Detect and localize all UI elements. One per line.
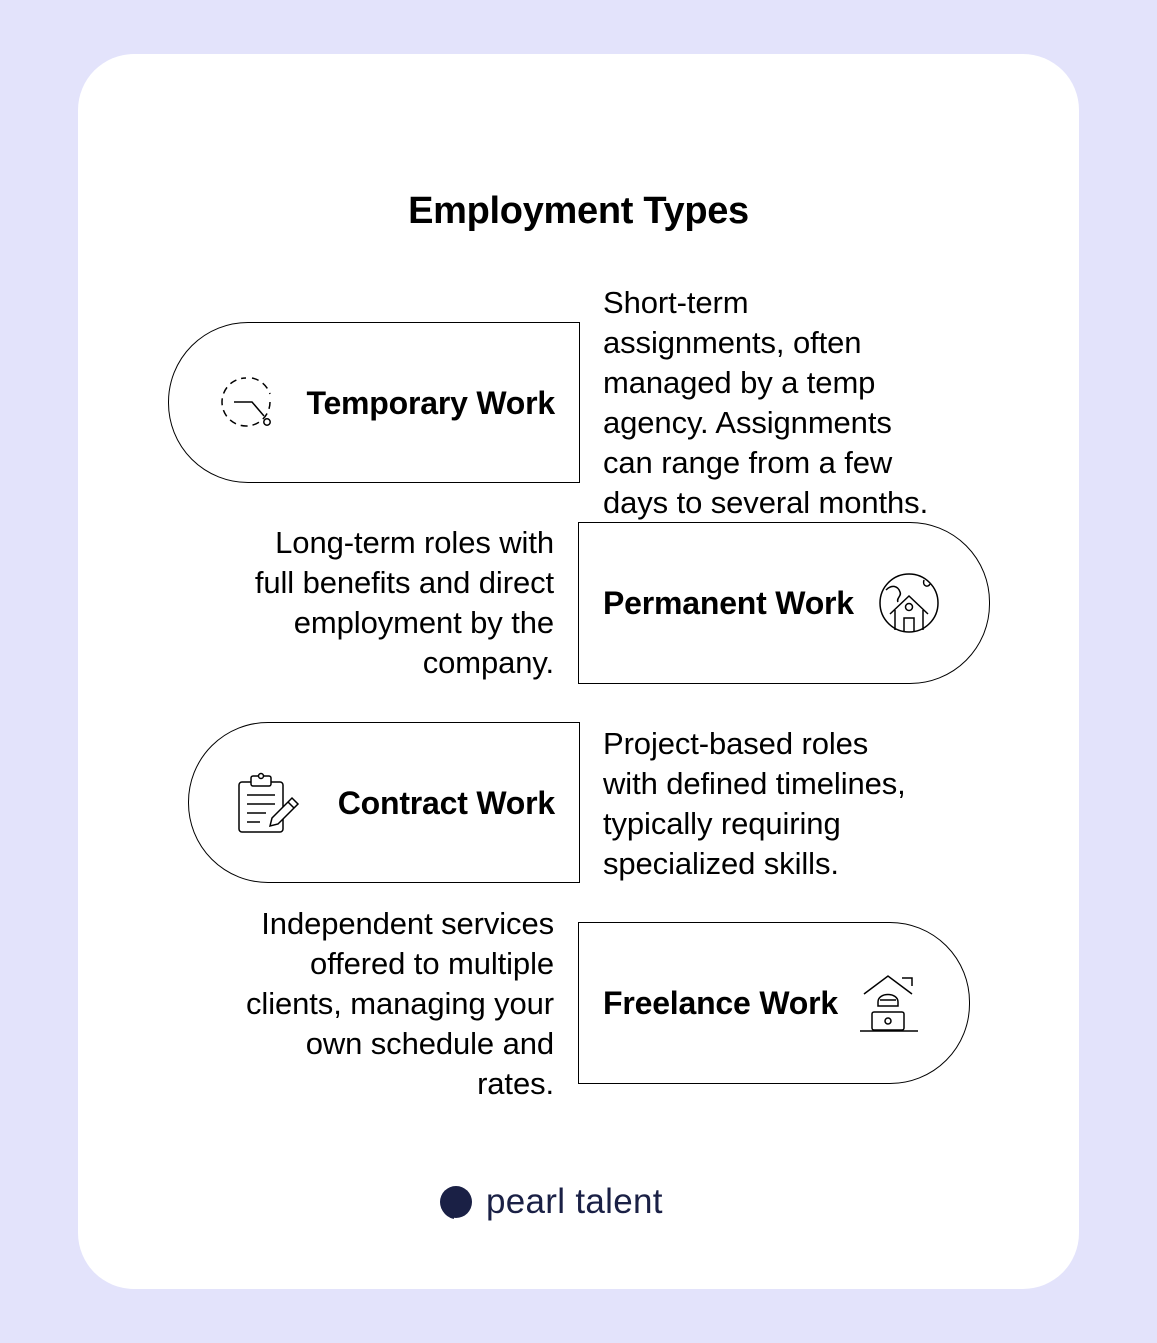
pill-label: Contract Work	[337, 784, 555, 821]
description-line: offered to multiple	[310, 946, 554, 981]
stopwatch-icon	[216, 372, 280, 434]
pearl-logo-icon	[438, 1184, 474, 1220]
description-permanent-work	[170, 523, 554, 683]
description-line: agency. Assignments	[603, 405, 892, 440]
pill-label: Permanent Work	[603, 585, 854, 621]
remote-worker-icon	[858, 972, 922, 1034]
description-line: Short-term	[603, 285, 749, 320]
description-line: Independent services	[261, 906, 554, 941]
description-line: Project-based roles	[603, 726, 869, 761]
description-line: employment by the	[293, 605, 554, 640]
globe-house-icon	[878, 572, 942, 634]
description-line: days to several months.	[603, 485, 929, 520]
pill-label: Temporary Work	[306, 384, 555, 421]
clipboard-pen-icon	[236, 772, 300, 834]
description-line: own schedule and	[305, 1026, 554, 1061]
description-line: assignments, often	[603, 325, 862, 360]
description-line: can range from a few	[603, 445, 893, 480]
pill-label: Freelance Work	[603, 985, 838, 1021]
brand-logo	[438, 1180, 663, 1224]
description-line: rates.	[477, 1066, 554, 1101]
description-line: company.	[422, 645, 554, 680]
description-line: specialized skills.	[603, 846, 839, 881]
description-line: Long-term roles with	[275, 525, 554, 560]
description-line: typically requiring	[603, 806, 841, 841]
description-line: full benefits and direct	[254, 565, 554, 600]
description-line: managed by a temp	[603, 365, 876, 400]
description-temporary-work	[603, 283, 983, 523]
description-line: with defined timelines,	[603, 766, 906, 801]
description-line: clients, managing your	[246, 986, 554, 1021]
brand-name: pearl talent	[486, 1182, 663, 1221]
description-freelance-work	[170, 904, 554, 1104]
page-title: Employment Types	[408, 190, 749, 232]
description-contract-work	[603, 724, 983, 884]
